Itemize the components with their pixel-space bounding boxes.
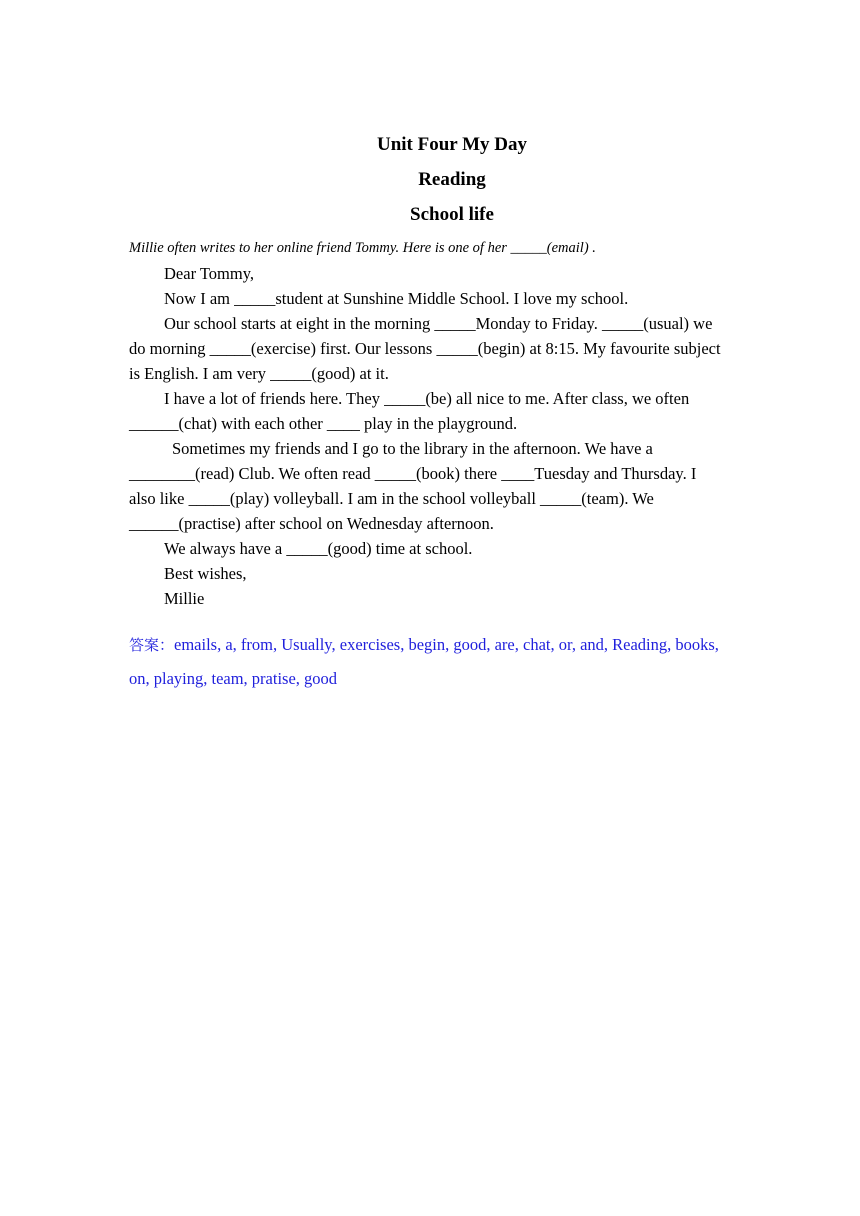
letter-line: ______(chat) with each other ____ play in the playground. xyxy=(129,414,518,433)
letter-line: ______(practise) after school on Wednesday afternoon. xyxy=(129,514,494,533)
letter-line: is English. I am very _____(good) at it. xyxy=(129,364,389,383)
letter-line: Our school starts at eight in the morning _____Monday to Friday. _____(usual) we xyxy=(164,314,713,333)
letter-line: also like _____(play) volleyball. I am in the school volleyball _____(team). We xyxy=(129,489,654,508)
letter-line: Now I am _____student at Sunshine Middle School. I love my school. xyxy=(164,289,629,308)
letter-body xyxy=(129,236,769,611)
answer-list-1: emails, a, from, Usually, exercises, begin, good, are, chat, or, and, Reading, books, xyxy=(174,635,719,654)
letter-line: ________(read) Club. We often read _____(book) there ____Tuesday and Thursday. I xyxy=(129,464,697,483)
unit-title: Unit Four My Day xyxy=(376,134,528,155)
topic-title: School life xyxy=(410,204,494,225)
letter-line: Sometimes my friends and I go to the library in the afternoon. We have a xyxy=(172,439,653,458)
answer-label: 答案： xyxy=(129,636,175,654)
letter-line: We always have a _____(good) time at school. xyxy=(164,539,473,558)
letter-closing: Best wishes, xyxy=(164,564,247,583)
answer-list-2: on, playing, team, pratise, good xyxy=(129,669,338,688)
letter-greeting: Dear Tommy, xyxy=(164,264,255,283)
section-title: Reading xyxy=(418,169,486,190)
title-block xyxy=(0,131,860,236)
letter-signature: Millie xyxy=(164,589,205,608)
intro-instruction: Millie often writes to her online friend Tommy. Here is one of her _____(email) . xyxy=(129,240,596,256)
letter-line: I have a lot of friends here. They _____(be) all nice to me. After class, we often xyxy=(164,389,690,408)
answer-key xyxy=(129,628,769,695)
letter-line: do morning _____(exercise) first. Our lessons _____(begin) at 8:15. My favourite subject xyxy=(129,339,721,358)
answer-line-1 xyxy=(129,628,769,662)
